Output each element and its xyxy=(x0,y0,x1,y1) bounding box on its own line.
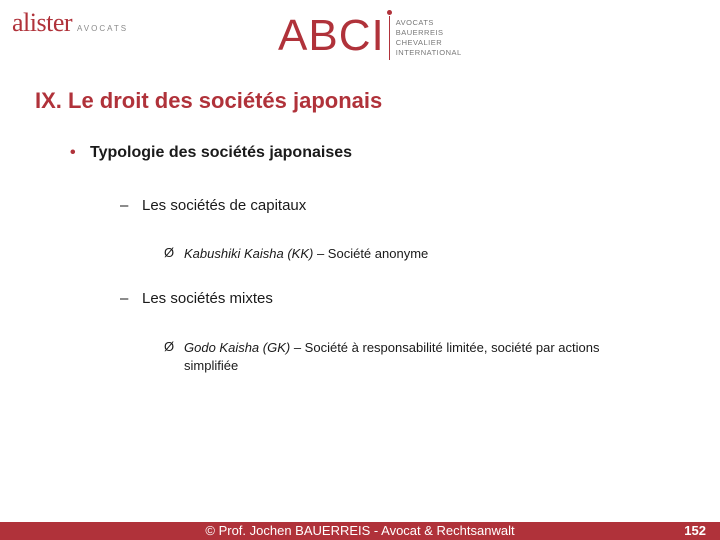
abci-logo xyxy=(278,12,462,60)
dash-marker: – xyxy=(120,197,129,214)
abci-line-1: AVOCATS xyxy=(395,18,434,27)
section-heading-text: Les sociétés mixtes xyxy=(142,290,273,307)
arrow-marker: Ø xyxy=(164,339,175,354)
section-heading-text: Les sociétés de capitaux xyxy=(142,197,307,214)
abci-line-4: INTERNATIONAL xyxy=(395,48,462,57)
footer-bar xyxy=(0,522,720,540)
item-description: – Société à responsabilité limitée, société par actions simplifiée xyxy=(184,340,600,373)
level1-bullet xyxy=(70,144,352,162)
abci-line-3: CHEVALIER xyxy=(395,38,443,47)
item-kk xyxy=(164,245,624,263)
item-description: – Société anonyme xyxy=(313,246,429,261)
slide-title: IX. Le droit des sociétés japonais xyxy=(35,88,383,113)
section-heading-mixtes xyxy=(120,290,273,307)
alister-logo xyxy=(12,8,128,38)
alister-logo-sub: AVOCATS xyxy=(77,24,129,33)
section-heading-capitaux xyxy=(120,197,306,214)
arrow-marker: Ø xyxy=(164,245,175,260)
item-term: Kabushiki Kaisha (KK) xyxy=(184,246,314,261)
page-number: 152 xyxy=(684,523,706,538)
item-gk xyxy=(164,339,624,375)
footer-copyright: © Prof. Jochen BAUERREIS - Avocat & Rechtsanwalt xyxy=(205,523,515,538)
bullet-marker: • xyxy=(70,144,76,161)
item-text xyxy=(184,339,624,375)
abci-logo-mark: ABCI xyxy=(278,11,385,60)
item-term: Godo Kaisha (GK) xyxy=(184,340,291,355)
abci-line-2: BAUERREIS xyxy=(395,28,444,37)
item-text xyxy=(184,245,428,263)
alister-logo-text: alister xyxy=(12,8,73,37)
level1-text: Typologie des sociétés japonaises xyxy=(90,144,353,161)
abci-logo-lines xyxy=(396,18,462,58)
dash-marker: – xyxy=(120,290,129,307)
abci-logo-bar xyxy=(389,16,390,60)
